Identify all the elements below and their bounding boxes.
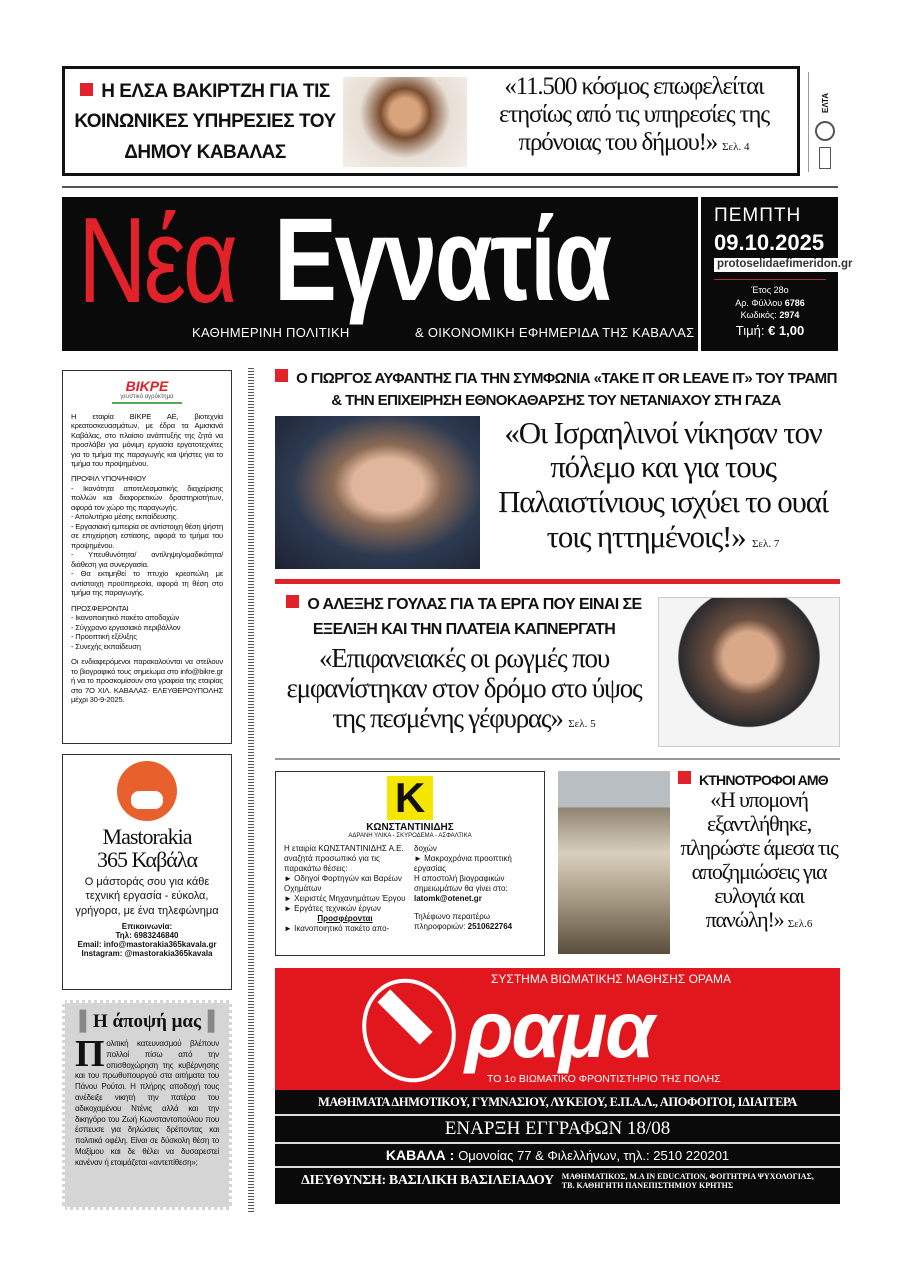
story1-quote[interactable]: «Οι Ισραηλινοί νίκησαν τον πόλεμο και για τους Παλαιστίνιους ισχύει το ουαί τοις ηττημένοις!» Σελ. 7	[498, 414, 828, 554]
masthead-name-white: Εγνατία	[274, 194, 610, 326]
red-divider	[275, 579, 840, 584]
phone: Τηλ: 6983246840	[115, 931, 179, 941]
mastorakia-title: Mastorakia 365 Καβάλα	[96, 824, 197, 873]
orama-row1: ΜΑΘΗΜΑΤΑ ΔΗΜΟΤΙΚΟΥ, ΓΥΜΝΑΣΙΟΥ, ΛΥΚΕΙΟΥ, Ε.Π.Α.Λ., ΑΠΟΦΟΙΤΟΙ, ΙΔΙΑΙΤΕΡΑ	[275, 1090, 840, 1116]
tagline-left: ΚΑΘΗΜΕΡΙΝΗ ΠΟΛΙΤΙΚΗ	[192, 325, 350, 340]
k-email: latomk@otenet.gr	[414, 893, 482, 903]
k-sub: ΑΔΡΑΝΗ ΥΛΙΚΑ - ΣΚΥΡΟΔΕΜΑ - ΑΣΦΑΛΤΙΚΑ	[348, 832, 472, 839]
bikre-intro: Η εταιρία ΒΙΚΡΕ ΑΕ, βιοτεχνία κρεατοσκευασμάτων, με έδρα τα Αμισιανά Καβάλας, στο πλαίσιο ανάπτυξής της ζητά να προσλάβει για μόνιμη εργασία εργατοτεχνίτες για το τμήμα της παραγωγής και ψήστες για το τμήμα του προψημένου.	[71, 411, 223, 468]
story2-text	[275, 592, 653, 752]
column-separator	[248, 368, 254, 1213]
masthead-divider	[698, 197, 701, 351]
orama-director: ΔΙΕΥΘΥΝΣΗ: ΒΑΣΙΛΙΚΗ ΒΑΣΙΛΕΙΑΔΟΥ ΜΑΘΗΜΑΤΙΚΟΣ, Μ.Α IN EDUCATION, ΦΟΙΤΗΤΡΙΑ ΨΥΧΟΛΟΓΙΑΣ, ΤΒ. ΚΑΘΗΓΗΤΗ ΠΑΝΕΠΙΣΤΗΜΙΟΥ ΚΡΗΤΗΣ	[301, 1171, 814, 1191]
bikre-offer-item: - Συνεχής εκπαίδευση	[71, 641, 141, 651]
orama-top: ΣΥΣΤΗΜΑ ΒΙΩΜΑΤΙΚΗΣ ΜΑΘΗΣΗΣ ΟΡΑΜΑ	[491, 971, 732, 986]
k-logo: K	[387, 776, 433, 820]
story1-kicker[interactable]: Ο ΓΙΩΡΓΟΣ ΑΥΦΑΝΤΗΣ ΓΙΑ ΤΗΝ ΣΥΜΦΩΝΙΑ «TAKE IT OR LEAVE IT» ΤΟΥ ΤΡΑΜΠ & ΤΗΝ ΕΠΙΧΕΙΡΗΣΗ ΕΘΝΟΚΑΘΑΡΣΗΣ ΤΟΥ ΝΕΤΑΝΙΑΧΟΥ ΣΤΗ ΓΑΖΑ	[272, 368, 840, 412]
elta-logo: ΕΛΤΑ	[821, 92, 830, 113]
story2-kicker[interactable]: Ο ΑΛΕΞΗΣ ΓΟΥΛΑΣ ΓΙΑ ΤΑ ΕΡΓΑ ΠΟΥ ΕΙΝΑΙ ΣΕ ΕΞΕΛΙΞΗ ΚΑΙ ΤΗΝ ΠΛΑΤΕΙΑ ΚΑΠΝΕΡΓΑΤΗ	[275, 592, 653, 643]
bikre-offer-item: - Προοπτική εξέλιξης	[71, 632, 137, 642]
divider	[275, 758, 840, 760]
masthead	[62, 192, 853, 351]
row3	[272, 771, 840, 956]
issue-date: 09.10.2025	[714, 230, 825, 255]
instagram-link[interactable]: Instagram: @mastorakia365kavala	[81, 949, 213, 959]
email-link[interactable]: Email: info@mastorakia365kavala.gr	[77, 940, 217, 950]
code: Κωδικός: 2974	[740, 310, 800, 321]
issue-day: ΠΕΜΠΤΗ	[714, 205, 802, 226]
teaser-photo	[343, 77, 467, 167]
story2-quote[interactable]: «Επιφανειακές οι ρωγμές που εμφανίστηκαν στον δρόμο στο ύψος της πεσμένης γέφυρας» Σελ. 5	[286, 642, 642, 734]
bikre-offer-item: - Σύγχρονο εργασιακό περιβάλλον	[71, 622, 181, 632]
bikre-profile-title: ΠΡΟΦΙΛ ΥΠΟΨΗΦΙΟΥ	[71, 474, 147, 484]
k-name: ΚΩΝΣΤΑΝΤΙΝΙΔΗΣ	[366, 821, 454, 833]
permit-box	[819, 147, 831, 169]
right-column	[272, 368, 840, 1204]
left-column	[62, 370, 232, 1210]
mastorakia-desc: Ο μάστοράς σου για κάθε τεχνική εργασία - εύκολα, γρήγορα, με ένα τηλεφώνημα	[75, 876, 219, 917]
bikre-profile-item: - Υπευθυνότητα/ αντίληψη/ομαδικότητα/ διάθεση για συνεργασία.	[71, 550, 223, 569]
opinion-body: Πολιτική κατευνασμού βλέπουν πολλοί πίσω από την οπισθοχώρηση της κυβέρνησης και του πρωθυπουργού στα αιτήματα του Πάνου Ρούτσι. Η πλήρης αποδοχή τους ανέδειξε νικητή την πατέρα του αδικοχαμένου Ντένις αλλά και την δικηγόρο του Ζωή Κωνσταντοπούλου που έσπευσε για δηλώσεις δρέποντας και πολιτικά οφέλη. Είναι σε δύσκολη θέση το Μαξίμου και δε θέλει να δυσαρεστεί κανέναν ή ετοιμάζεται «αντεπίθεση»;	[75, 1033, 219, 1167]
bikre-offer-item: - Ικανοποιητικό πακέτο αποδοχών	[71, 613, 179, 623]
red-rule	[714, 279, 826, 280]
issue-info	[702, 284, 838, 340]
bikre-closing: Οι ενδιαφερόμενοι παρακαλούνται να στείλουν το βιογραφικό τους σημείωμα στο info@bikre.gr ή να το προσκομίσουν στα γραφεία της εταιρίας στο 7Ο ΧΙΛ. ΚΑΒΑΛΑΣ- ΕΛΕΥΘΕΡΟΥΠΟΛΗΣ μέχρι 30-9-2025.	[71, 657, 223, 705]
year: Έτος 28ο	[751, 285, 789, 295]
orama-tagline: ΤΟ 1ο ΒΙΩΜΑΤΙΚΟ ΦΡΟΝΤΙΣΤΗΡΙΟ ΤΗΣ ΠΟΛΗΣ	[487, 1072, 721, 1085]
teaser-kicker: Η ΕΛΣΑ ΒΑΚΙΡΤΖΗ ΓΙΑ ΤΙΣ ΚΟΙΝΩΝΙΚΕΣ ΥΠΗΡΕΣΙΕΣ ΤΟΥ ΔΗΜΟΥ ΚΑΒΑΛΑΣ	[74, 81, 336, 163]
ad-bikre[interactable]	[62, 370, 232, 744]
masthead-name-red: Νέα	[78, 192, 235, 328]
bikre-profile-item: - Απολυτήριο μέσης εκπαίδευσης.	[71, 512, 178, 522]
orama-row2: ΕΝΑΡΞΗ ΕΓΓΡΑΦΩΝ 18/08	[275, 1116, 840, 1144]
tagline-right: & ΟΙΚΟΝΟΜΙΚΗ ΕΦΗΜΕΡΙΔΑ ΤΗΣ ΚΑΒΑΛΑΣ	[415, 325, 695, 340]
seal-icon	[815, 121, 835, 141]
k-col1: Η εταιρία ΚΩΝΣΤΑΝΤΙΝΙΔΗΣ Α.Ε. αναζητά προσωπικό για τις παρακάτω θέσεις: ► Οδηγοί Φορτηγών και Βαρέων Οχημάτων ► Χειριστές Μηχανημάτων Έργου ► Εργάτες τεχνικών έργων Προσφέρονται ► Ικανοποιητικό πακέτο απο-	[284, 843, 406, 933]
price: Τιμή: € 1,00	[735, 322, 805, 338]
watermark: protoselidaefimeridon.gr	[714, 258, 855, 272]
bikre-profile-item: - Ικανότητα αποτελεσματικής διαχείρισης πολλών και διαφορετικών δραστηριοτήτων, αφορά τον χώρο της παραγωγής.	[71, 483, 223, 512]
mascot-icon	[117, 761, 177, 821]
opinion-box	[62, 1000, 232, 1210]
story2-photo	[658, 597, 840, 747]
story3-quote[interactable]: «Η υπομονή εξαντλήθηκε, πληρώστε άμεσα τις αποζημιώσεις για ευλογιά και πανώλη!» Σελ.6	[680, 786, 838, 933]
divider	[62, 186, 838, 188]
opinion-title: ▌Η άποψή μας▐	[79, 1011, 215, 1032]
k-col2: δοχών ► Μακροχρόνια προοπτική εργασίας Η αποστολή βιογραφικών σημειωμάτων θα γίνει στο: latomk@otenet.gr Τηλέφωνο περαιτέρω πληροφοριών: 2510622764	[414, 844, 536, 934]
ad-konstantinidis[interactable]	[275, 771, 545, 956]
ad-mastorakia[interactable]	[62, 754, 232, 990]
bikre-logo: BIKPE γευστικό αγρόκτημα	[71, 379, 223, 404]
orama-banner	[275, 968, 840, 1090]
top-teaser[interactable]	[62, 66, 800, 176]
story3-photo	[558, 771, 670, 954]
story2-row	[272, 592, 840, 752]
orama-address: ΚΑΒΑΛΑ : Ομονοίας 77 & Φιλελλήνων, τηλ.: 2510 220201	[275, 1144, 840, 1168]
bikre-offers-title: ΠΡΟΣΦΕΡΟΝΤΑΙ	[71, 603, 129, 613]
postal-logos	[808, 72, 838, 172]
story3-text	[678, 771, 840, 933]
bikre-profile-item: - Θα εκτιμηθεί το πτυχίο κρεοπώλη με αντίστοιχη προϋπηρεσία, αφορά τη θέση στο τμήμα της παραγωγής.	[71, 569, 223, 598]
contact-label: Επικοινωνία:	[121, 922, 173, 932]
issue-number: Αρ. Φύλλου 6786	[735, 297, 805, 308]
orama-logo: ραμα	[465, 984, 653, 1074]
story1-row	[272, 416, 840, 569]
story3-kicker[interactable]: ΚΤΗΝΟΤΡΟΦΟΙ ΑΜΘ	[678, 771, 840, 788]
bikre-profile-item: - Εργασιακή εμπειρία σε αντίστοιχη θέση ψήστη σε επιχείρηση εστίασης, αφορά το τμήμα του προψημένου.	[71, 521, 223, 550]
teaser-quote: «11.500 κόσμος επωφελείται ετησίως από τις υπηρεσίες της πρόνοιας του δήμου!» Σελ. 4	[499, 73, 769, 156]
story1-photo	[275, 416, 480, 569]
ad-orama[interactable]	[275, 968, 840, 1204]
